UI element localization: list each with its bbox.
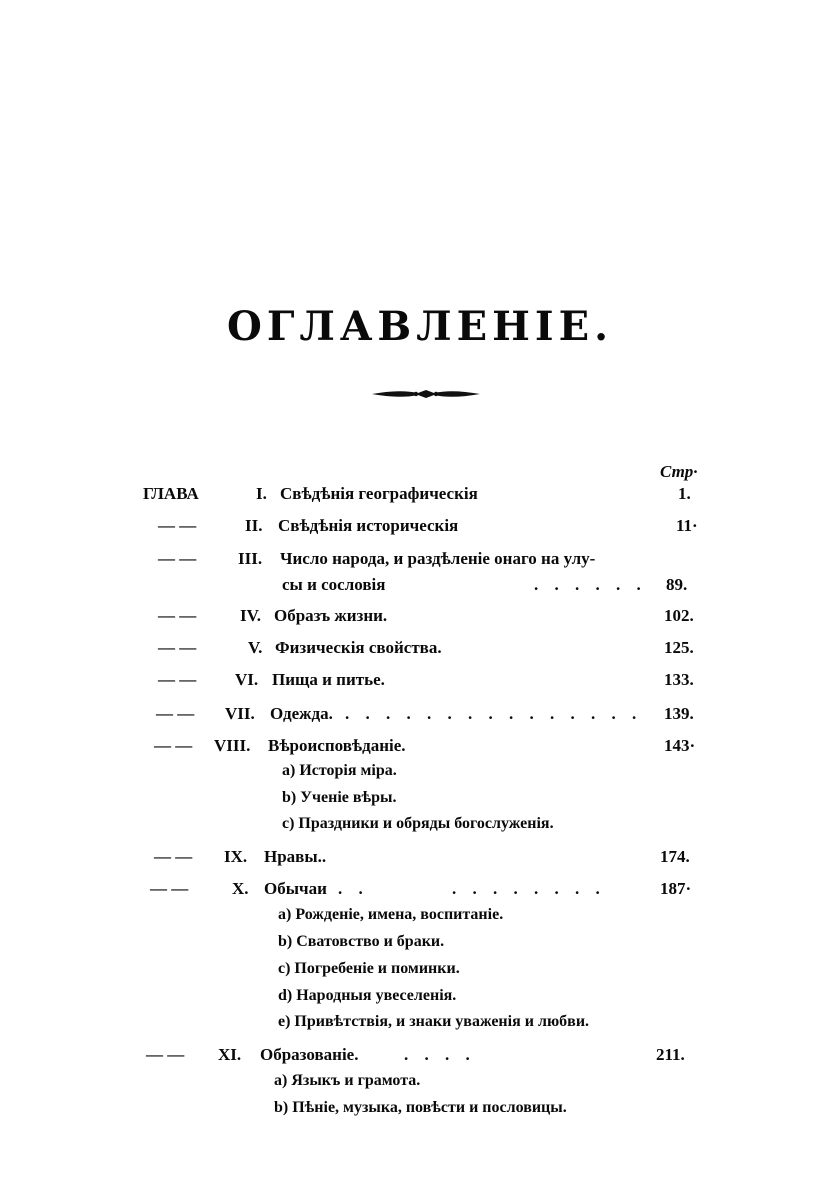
- chapter-page: 1.: [678, 484, 691, 503]
- chapter-page: 174.: [660, 847, 690, 866]
- chapter-number: IV.: [240, 606, 261, 625]
- chapter-page: 89.: [666, 575, 688, 594]
- chapter-page: 125.: [664, 638, 694, 657]
- subsection-item: b) Сватовство и браки.: [278, 933, 445, 950]
- chapter-prefix: — —: [154, 736, 193, 755]
- leader-dots: . . . . . . . .: [452, 879, 606, 898]
- chapter-number: III.: [238, 549, 263, 568]
- leader-dots: . . . . . . . . . . . . . . .: [345, 704, 643, 723]
- subsection-item: a) Рожденіе, имена, воспитаніе.: [278, 906, 504, 923]
- chapter-page: 139.: [664, 704, 694, 723]
- subsection-item: b) Ученіе вѣры.: [282, 789, 397, 806]
- chapter-number: IX.: [224, 847, 248, 866]
- chapter-title: Образованіе.: [260, 1045, 359, 1064]
- chapter-number: XI.: [218, 1045, 242, 1064]
- chapter-prefix: — —: [158, 670, 197, 689]
- leader-dots: . . . .: [404, 1045, 476, 1064]
- chapter-prefix: — —: [156, 704, 195, 723]
- chapter-prefix: ГЛАВА: [143, 484, 199, 503]
- chapter-number: X.: [232, 879, 249, 898]
- chapter-title-continued: сы и сословія: [282, 575, 386, 594]
- chapter-page: 187·: [660, 879, 692, 898]
- chapter-title: Свѣдѣнія историческія: [278, 516, 459, 535]
- subsection-item: e) Привѣтствія, и знаки уваженія и любви.: [278, 1013, 590, 1030]
- chapter-prefix: — —: [158, 606, 197, 625]
- chapter-page: 11·: [676, 516, 698, 535]
- chapter-number: V.: [248, 638, 263, 657]
- leader-dots: . .: [338, 879, 369, 898]
- chapter-title: Вѣроисповѣданіе.: [268, 736, 406, 755]
- chapter-page: 133.: [664, 670, 694, 689]
- subsection-item: d) Народныя увеселенія.: [278, 987, 457, 1004]
- page-title: ОГЛАВЛЕНІЕ.: [227, 303, 613, 350]
- chapter-title: Обычаи: [264, 879, 327, 898]
- chapter-page: 211.: [656, 1045, 685, 1064]
- subsection-item: c) Праздники и обряды богослуженія.: [282, 815, 554, 832]
- chapter-prefix: — —: [158, 549, 197, 568]
- chapter-number: II.: [245, 516, 263, 535]
- subsection-item: a) Исторія міра.: [282, 762, 397, 779]
- chapter-prefix: — —: [158, 516, 197, 535]
- chapter-prefix: — —: [146, 1045, 185, 1064]
- chapter-title: Свѣдѣнія географическія: [280, 484, 478, 503]
- chapter-title: Пища и питье.: [272, 670, 385, 689]
- subsection-item: c) Погребеніе и поминки.: [278, 960, 460, 977]
- chapter-prefix: — —: [154, 847, 193, 866]
- chapter-number: VII.: [225, 704, 255, 723]
- chapter-title: Физическія свойства.: [275, 638, 442, 657]
- chapter-prefix: — —: [158, 638, 197, 657]
- chapter-title: Образъ жизни.: [274, 606, 388, 625]
- leader-dots: . . . . . .: [534, 575, 647, 594]
- ornament-divider-icon: [370, 383, 482, 405]
- chapter-title: Нравы..: [264, 847, 327, 866]
- chapter-number: VIII.: [214, 736, 251, 755]
- chapter-title: Число народа, и раздѣленіе онаго на улу-: [280, 549, 596, 568]
- chapter-title: Одежда.: [270, 704, 333, 723]
- chapter-prefix: — —: [150, 879, 189, 898]
- subsection-item: b) Пѣніе, музыка, повѣсти и пословицы.: [274, 1099, 567, 1116]
- chapter-page: 102.: [664, 606, 694, 625]
- chapter-page: 143·: [664, 736, 696, 755]
- subsection-item: a) Языкъ и грамота.: [274, 1072, 421, 1089]
- page-column-label: Стр·: [660, 462, 698, 481]
- chapter-number: VI.: [235, 670, 259, 689]
- chapter-number: I.: [256, 484, 267, 503]
